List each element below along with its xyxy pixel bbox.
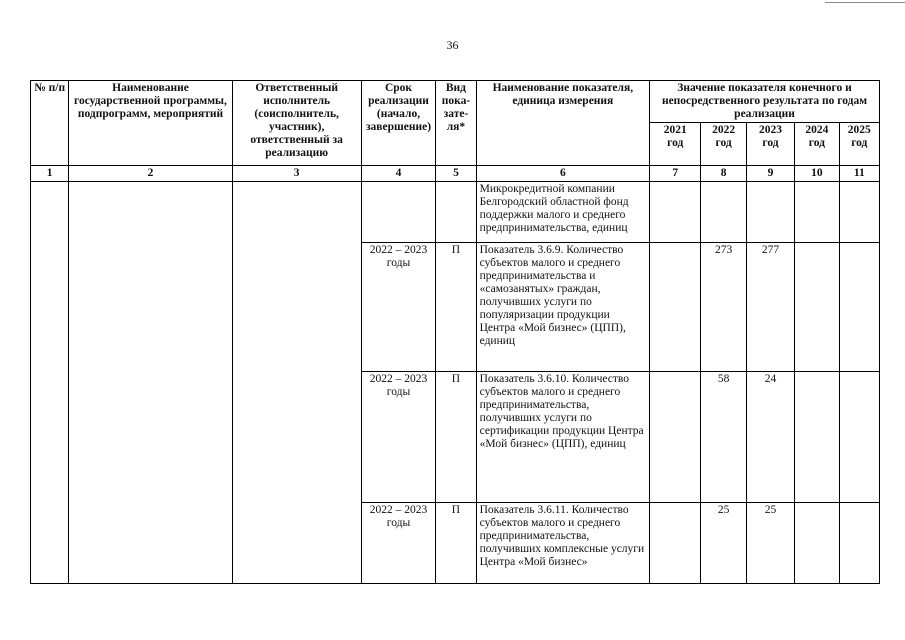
col-number: 9 <box>746 166 794 182</box>
cell-value-2024 <box>795 503 839 584</box>
table-row <box>31 182 880 243</box>
header-num: № п/п <box>31 81 69 166</box>
header-year-2022: 2022 год <box>701 123 746 166</box>
cell-value-2022: 25 <box>701 503 746 584</box>
col-number: 1 <box>31 166 69 182</box>
header-program-name: Наименование государственной программы, подпрограмм, мероприятий <box>69 81 232 166</box>
cell-value-2023: 24 <box>746 372 794 503</box>
cell-value-2022: 58 <box>701 372 746 503</box>
cell-num <box>31 182 69 584</box>
cell-term: 2022 – 2023 годы <box>361 372 436 503</box>
cell-indicator: Показатель 3.6.11. Количество субъектов малого и среднего предпринимательства, получивших комплексные услуги Центра «Мой бизнес» <box>476 503 649 584</box>
cell-responsible <box>232 182 361 584</box>
header-year-2025: 2025 год <box>839 123 879 166</box>
cell-value-2025 <box>839 503 879 584</box>
header-kind: Вид пока-зате-ля* <box>436 81 476 166</box>
cell-indicator: Показатель 3.6.9. Количество субъектов малого и среднего предпринимательства и «самозанятых» граждан, получивших услуги по популяризации продукции Центра «Мой бизнес» (ЦПП), единиц <box>476 243 649 372</box>
header-year-2021: 2021 год <box>650 123 701 166</box>
cell-value-2025 <box>839 372 879 503</box>
col-number: 6 <box>476 166 649 182</box>
cell-value-2023: 277 <box>746 243 794 372</box>
header-year-2024: 2024 год <box>795 123 839 166</box>
indicators-table <box>30 80 880 584</box>
col-number: 8 <box>701 166 746 182</box>
cell-term: 2022 – 2023 годы <box>361 243 436 372</box>
cell-value-2025 <box>839 182 879 243</box>
cell-indicator: Показатель 3.6.10. Количество субъектов малого и среднего предпринимательства, получивших услуги по сертификации продукции Центра «Мой бизнес» (ЦПП), единиц <box>476 372 649 503</box>
cell-value-2023: 25 <box>746 503 794 584</box>
cell-value-2021 <box>650 182 701 243</box>
column-numbers-row <box>31 166 880 182</box>
cell-kind: П <box>436 372 476 503</box>
header-year-2023: 2023 год <box>746 123 794 166</box>
cell-value-2021 <box>650 243 701 372</box>
cell-value-2022 <box>701 182 746 243</box>
col-number: 7 <box>650 166 701 182</box>
col-number: 4 <box>361 166 436 182</box>
cell-value-2024 <box>795 372 839 503</box>
header-responsible: Ответственный исполнитель (соисполнитель, участник), ответственный за реализацию <box>232 81 361 166</box>
col-number: 3 <box>232 166 361 182</box>
cell-indicator: Микрокредитной компании Белгородский областной фонд поддержки малого и среднего предпринимательства, единиц <box>476 182 649 243</box>
col-number: 5 <box>436 166 476 182</box>
cell-kind: П <box>436 243 476 372</box>
cell-term <box>361 182 436 243</box>
cell-term: 2022 – 2023 годы <box>361 503 436 584</box>
header-indicator: Наименование показателя, единица измерения <box>476 81 649 166</box>
top-edge-line <box>825 2 905 3</box>
cell-program <box>69 182 232 584</box>
cell-value-2023 <box>746 182 794 243</box>
cell-value-2021 <box>650 503 701 584</box>
header-row-top <box>31 81 880 123</box>
header-term: Срок реализации (начало, завершение) <box>361 81 436 166</box>
col-number: 11 <box>839 166 879 182</box>
cell-kind: П <box>436 503 476 584</box>
cell-value-2024 <box>795 243 839 372</box>
page-number: 36 <box>446 38 459 52</box>
cell-value-2021 <box>650 372 701 503</box>
col-number: 10 <box>795 166 839 182</box>
cell-value-2024 <box>795 182 839 243</box>
cell-value-2025 <box>839 243 879 372</box>
header-values-group: Значение показателя конечного и непосредственного результата по годам реализации <box>650 81 880 123</box>
col-number: 2 <box>69 166 232 182</box>
cell-kind <box>436 182 476 243</box>
cell-value-2022: 273 <box>701 243 746 372</box>
